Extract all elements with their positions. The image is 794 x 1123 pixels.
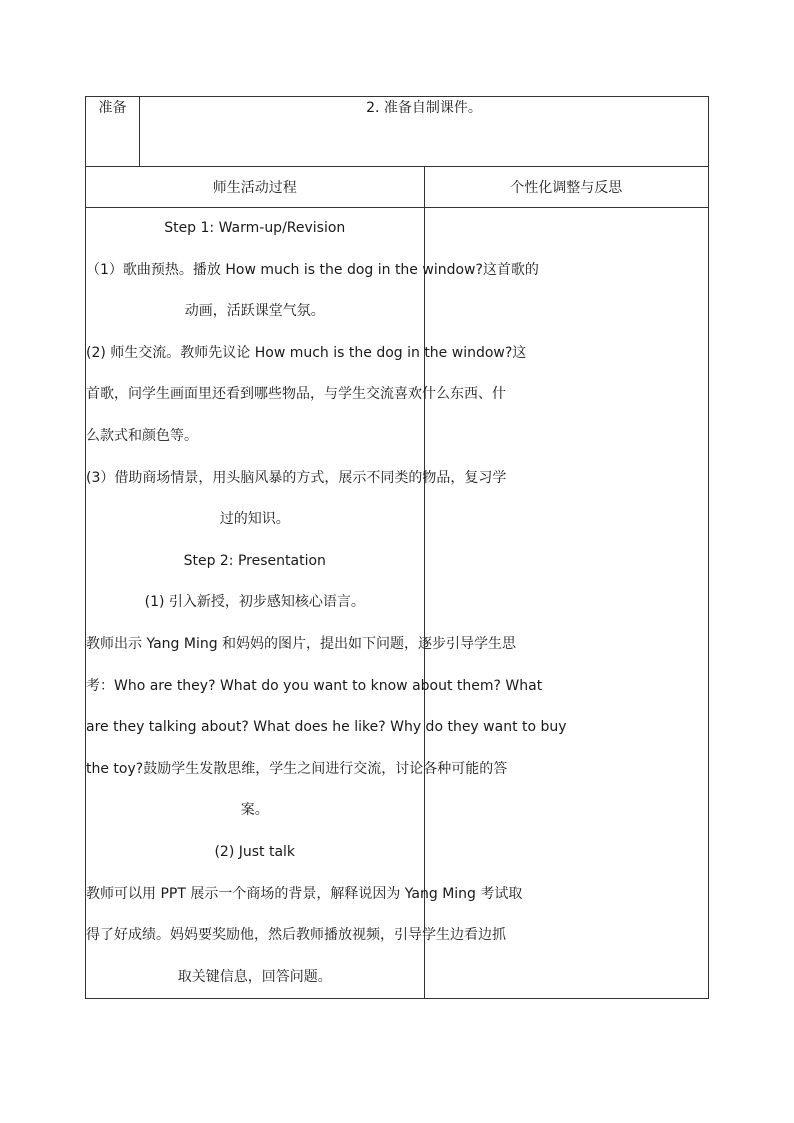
paragraph-line: 考：Who are they? What do you want to know about them? What [86,677,543,694]
paragraph-line: are they talking about? What does he like? Why do they want to buy [86,719,567,736]
just-talk-heading: (2) Just talk [214,843,296,860]
paragraph-line: 教师可以用 PPT 展示一个商场的背景，解释说因为 Yang Ming 考试取 [86,885,523,902]
paragraph-line: 取关键信息，回答问题。 [177,968,332,985]
paragraph-line: (1) 引入新授，初步感知核心语言。 [144,594,365,611]
lesson-plan-table [85,96,709,999]
paragraph-line: 首歌，问学生画面里还看到哪些物品，与学生交流喜欢什么东西、什 [86,386,506,403]
paragraph-line: (2) 师生交流。教师先议论 How much is the dog in the window?这 [86,344,527,361]
reflection-cell [424,208,709,999]
paragraph-line: 么款式和颜色等。 [86,427,198,444]
step2-heading: Step 2: Presentation [183,552,326,569]
paragraph-line: 动画，活跃课堂气氛。 [184,303,325,320]
paragraph-line: （1）歌曲预热。播放 How much is the dog in the window?这首歌的 [86,261,539,278]
prep-label: 准备 [86,97,140,167]
prep-content: 2. 准备自制课件。 [140,97,709,167]
paragraph-line: the toy?鼓励学生发散思维，学生之间进行交流，讨论各种可能的答 [86,760,508,777]
paragraph-line: 案。 [240,802,269,819]
reflection-header: 个性化调整与反思 [424,167,709,208]
paragraph-line: 得了好成绩。妈妈要奖励他，然后教师播放视频，引导学生边看边抓 [86,927,506,944]
process-content [86,208,567,999]
process-header: 师生活动过程 [86,167,425,208]
prep-row [86,97,709,167]
paragraph-line: 教师出示 Yang Ming 和妈妈的图片，提出如下问题，逐步引导学生思 [86,635,517,652]
body-row [86,208,709,999]
step1-heading: Step 1: Warm-up/Revision [164,220,346,236]
paragraph-line: 过的知识。 [219,511,290,528]
paragraph-line: (3）借助商场情景，用头脑风暴的方式，展示不同类的物品，复习学 [86,469,507,486]
header-row [86,167,709,208]
